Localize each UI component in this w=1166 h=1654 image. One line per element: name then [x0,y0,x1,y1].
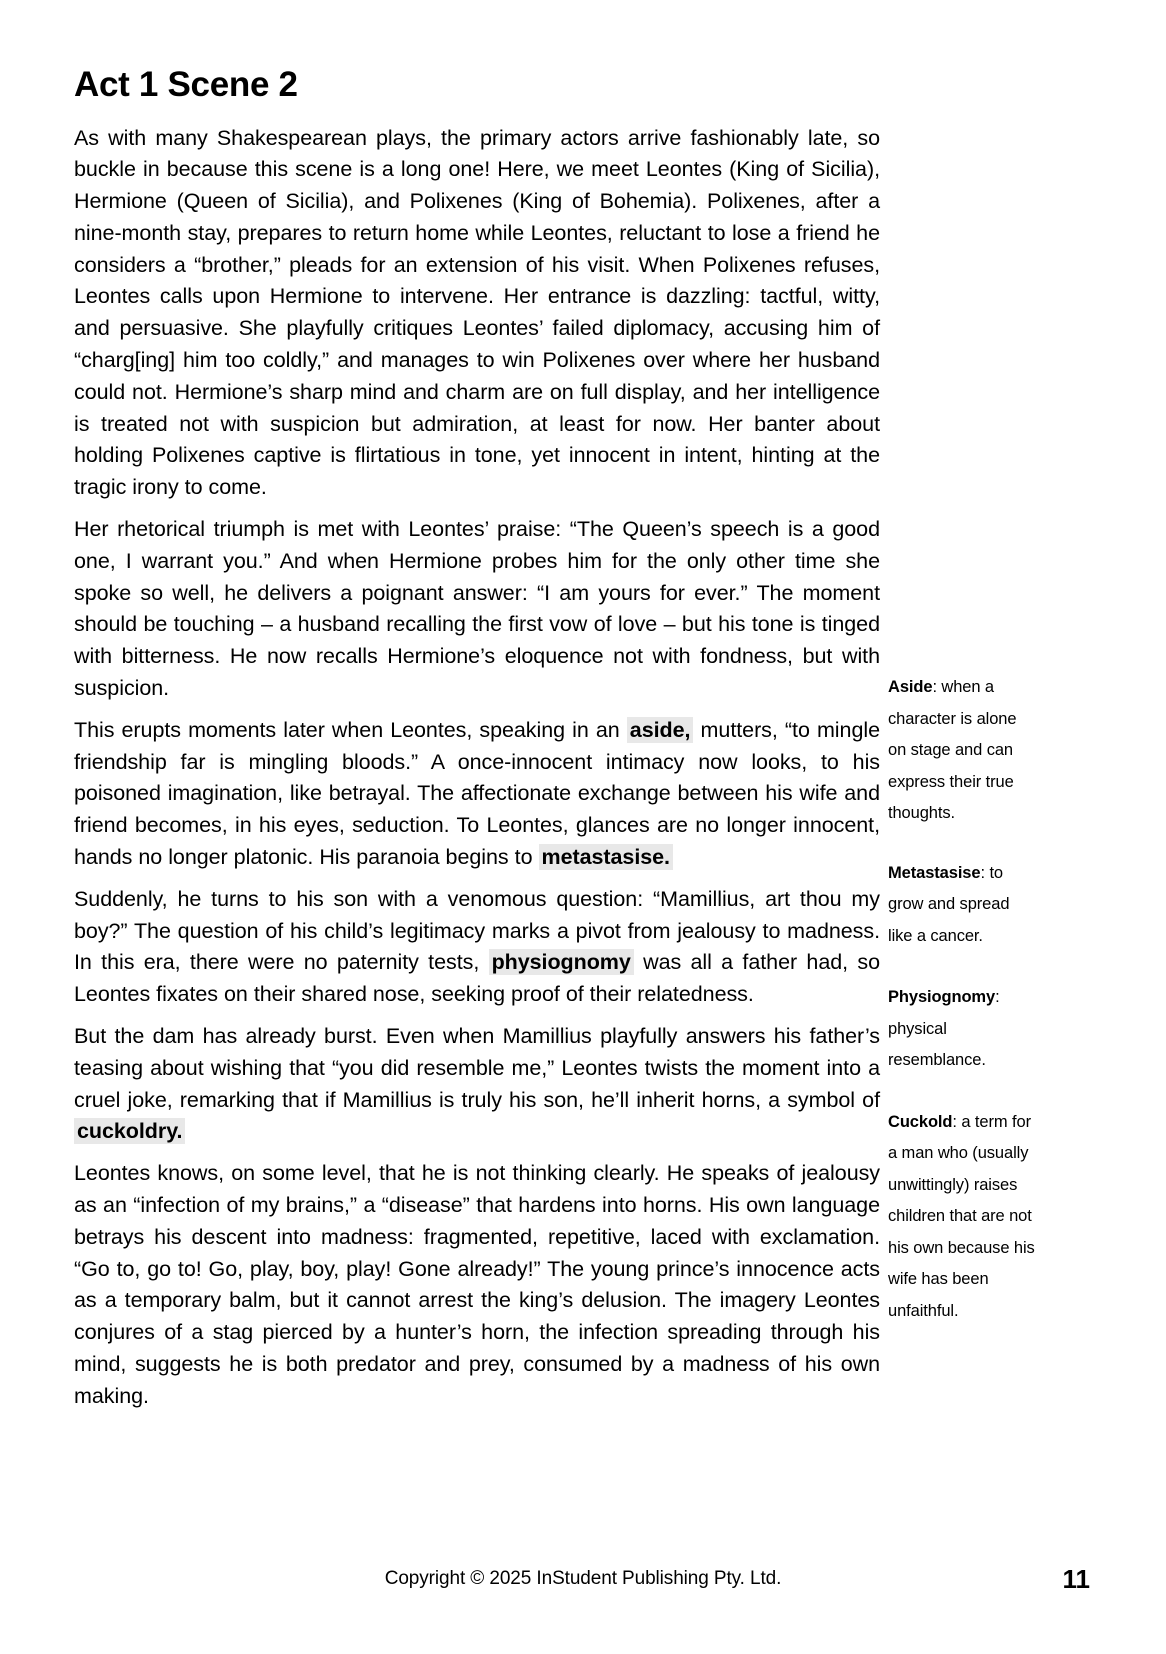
page-footer [0,1564,1166,1598]
main-text-column [74,66,880,1413]
side-note-definition: when a character is alone on stage and can express their true thoughts. [888,678,1017,822]
side-note-term: Physiognomy [888,988,996,1006]
paragraph-text: Leontes knows, on some level, that he is not thinking clearly. He speaks of jealousy as an “infection of my brains,” a “disease” that hardens into horns. His own language betrays his descent into madness: fragmented, repetitive, laced with exclamation. “Go to, go to! Go, play, boy, play! Gone already!” The young prince’s innocence acts as a temporary balm, but it cannot arrest the king’s delusion. The imagery Leontes conjures of a stag pierced by a hunter’s horn, the infection spreading through his mind, suggests he is both predator and prey, consumed by a madness of his own making. [74,1161,880,1408]
side-note-term: Metastasise [888,863,981,882]
side-note-physiognomy [888,982,1038,1077]
side-note-aside [888,672,1038,830]
paragraph-text: mutters, “to mingle friendship far is mingling bloods.” A once-innocent intimacy now looks, to his poisoned imagination, like betrayal. The affectionate exchange between his wife and friend becomes, in his eyes, seduction. To Leontes, glances are no longer innocent, hands no longer platonic. His paranoia begins to [74,717,880,870]
paragraph [74,123,880,505]
side-note-cuckold [888,1107,1038,1328]
side-note-term: Aside [888,678,933,696]
paragraph-text: But the dam has already burst. Even when Mamillius playfully answers his father’s teasing about wishing that “you did resemble me,” Leontes twists the moment into a cruel joke, remarking that if Mamillius is truly his son, he’ll inherit horns, a symbol of [74,1024,880,1112]
paragraph-text: Her rhetorical triumph is met with Leontes’ praise: “The Queen’s speech is a good one, I warrant you.” And when Hermione probes him for the only other time she spoke so well, he delivers a poignant answer: “I am yours for ever.” The moment should be touching – a husband recalling the first vow of love – but his tone is tinged with bitterness. He now recalls Hermione’s eloquence not with fondness, but with suspicion. [74,517,880,701]
side-notes-column [888,672,1038,1327]
side-note-separator: : [932,678,942,696]
page-number: 11 [1062,1564,1090,1594]
paragraph [74,715,880,874]
side-note-definition: physical resemblance. [888,1019,986,1069]
paragraph [74,514,880,705]
side-note-metastasise [888,858,1038,953]
side-note-definition: to grow and spread like a cancer. [888,863,1010,945]
paragraph-text: As with many Shakespearean plays, the primary actors arrive fashionably late, so buckle in because this scene is a long one! Here, we meet Leontes (King of Sicilia), Hermione (Queen of Sicilia), and Polixenes (King of Bohemia). Polixenes, after a nine-month stay, prepares to return home while Leontes, reluctant to lose a friend he considers a “brother,” pleads for an extension of his visit. When Polixenes refuses, Leontes calls upon Hermione to intervene. Her entrance is dazzling: tactful, witty, and persuasive. She playfully critiques Leontes’ failed diplomacy, accusing him of “charg[ing] him too coldly,” and manages to win Polixenes over where her husband could not. Hermione’s sharp mind and charm are on full display, and her intelligence is treated not with suspicion but admiration, at least for now. Her banter about holding Polixenes captive is flirtatious in tone, yet innocent in intent, hinting at the tragic irony to come. [74,125,880,500]
side-note-definition: a term for a man who (usually unwittingly) raises children that are not his own because his wife has been unfaithful. [888,1112,1035,1320]
glossary-term-inline: physiognomy [489,949,634,975]
paragraph-text: was all a father had, so Leontes fixates on their shared nose, seeking proof of their relatedness. [74,950,880,1007]
side-note-separator: : [980,863,990,882]
body-paragraphs [74,123,880,1413]
glossary-term-inline: aside, [627,717,694,743]
glossary-term-inline: cuckoldry. [74,1118,185,1144]
paragraph-text: Suddenly, he turns to his son with a venomous question: “Mamillius, art thou my boy?” The question of his child’s legitimacy marks a pivot from jealousy to madness. In this era, there were no paternity tests, [74,886,880,975]
glossary-term-inline: metastasise. [539,844,673,870]
paragraph [74,1158,880,1412]
paragraph [74,1021,880,1148]
glossary-notes [888,672,1038,1327]
paragraph-text: This erupts moments later when Leontes, speaking in an [74,717,627,742]
side-note-term: Cuckold [888,1112,953,1131]
copyright-text: Copyright © 2025 InStudent Publishing Pty. Ltd. [384,1568,782,1589]
side-note-separator: : [952,1112,962,1131]
side-note-separator: : [995,988,1000,1006]
paragraph [74,884,880,1011]
page-title: Act 1 Scene 2 [74,65,298,104]
